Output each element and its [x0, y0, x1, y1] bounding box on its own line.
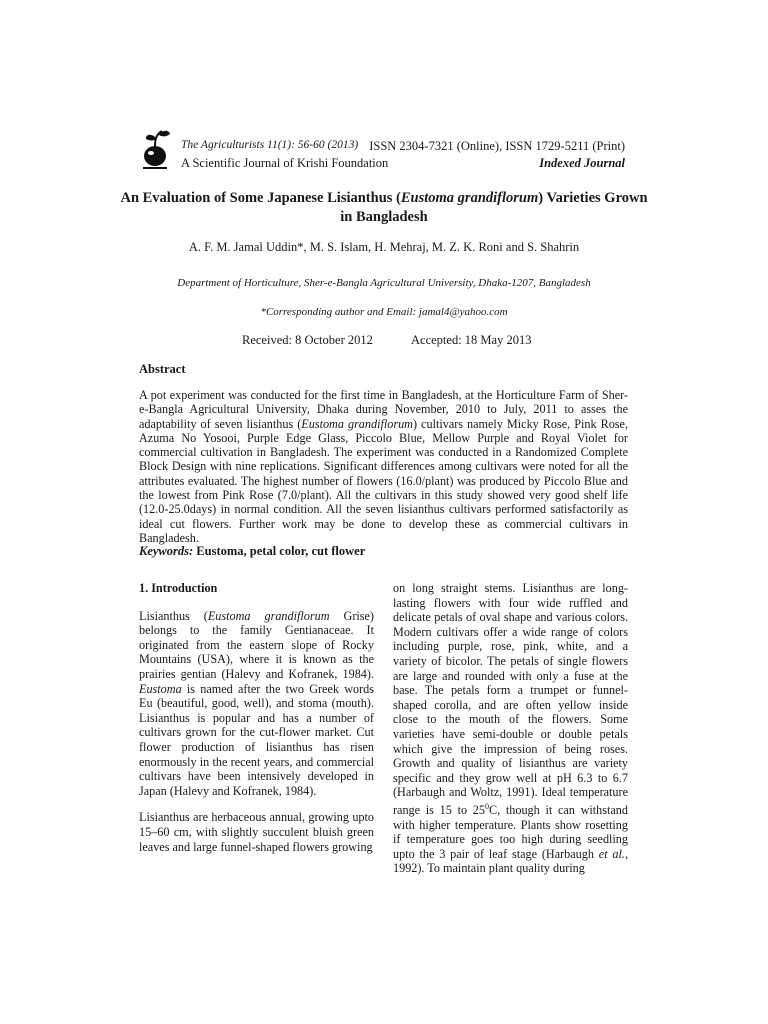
corresponding-author: *Corresponding author and Email: jamal4@yahoo.com	[260, 306, 508, 318]
title-species-name: Eustoma grandiflorum	[400, 190, 539, 206]
intro-species-name: Eustoma grandiflorum	[207, 608, 330, 623]
accepted-date: Accepted: 18 May 2013	[411, 333, 532, 347]
author-list: A. F. M. Jamal Uddin*, M. S. Islam, H. Mehraj, M. Z. K. Roni and S. Shahrin	[188, 240, 580, 254]
intro-paragraph-1	[139, 609, 374, 799]
abstract-species-name: Eustoma grandiflorum	[301, 416, 413, 431]
abstract-body	[139, 388, 628, 545]
intro-text: on long straight stems. Lisianthus are long-lasting flowers with four wide ruffled and delicate petals of oval shape and various colors. Modern cultivars offer a wide range of colors including purple, rose, pink, white, and a variety of bicolor. The petals of single flowers are large and rounded with only a fuse at the base. The petals form a trumpet or funnel-shaped corolla, and are often yellow inside close to the mouth of the flowers. Some varieties have semi-double or double petals which give the impression of being roses. Growth and quality of lisianthus are variety specific and they grow well at pH 6.3 to 6.7 (Harbaugh and Woltz, 1991). Ideal temperature range is 15 to 25	[393, 581, 628, 817]
keywords-label: Keywords:	[139, 544, 194, 558]
indexed-journal-label: Indexed Journal	[539, 156, 625, 170]
affiliation: Department of Horticulture, Sher-e-Bangla Agricultural University, Dhaka-1207, Bangladesh	[177, 277, 591, 289]
journal-citation: The Agriculturists 11(1): 56-60 (2013)	[181, 139, 359, 151]
received-date: Received: 8 October 2012	[242, 333, 373, 347]
article-title	[120, 189, 648, 227]
keywords-text: Eustoma, petal color, cut flower	[193, 544, 366, 558]
introduction-heading: 1. Introduction	[139, 581, 218, 595]
degree-superscript: 0	[484, 801, 489, 811]
intro-genus-name: Eustoma	[139, 681, 182, 696]
intro-text: , 1992). To maintain plant quality during	[393, 846, 628, 876]
title-text-end: ) Varieties Grown in Bangladesh	[340, 190, 648, 225]
abstract-heading: Abstract	[139, 362, 186, 376]
intro-text: Lisianthus (	[139, 608, 208, 623]
intro-text: C, though it can withstand with higher temperature. Plants show rosetting if temperature goes too high during seedling upto the 3 pair of leaf stage (Harbaugh	[393, 802, 628, 861]
abstract-text: A pot experiment was conducted for the first time in Bangladesh, at the Horticulture Farm of Sher-e-Bangla Agricultural University, Dhaka during November, 2010 to July, 2011 to asses the adaptability of seven lisianthus (	[139, 388, 628, 431]
et-al: et al.	[598, 846, 625, 861]
title-text: An Evaluation of Some Japanese Lisianthus (	[120, 190, 401, 206]
issn-numbers: ISSN 2304-7321 (Online), ISSN 1729-5211 (Print)	[369, 139, 625, 153]
abstract-text-end: ) cultivars namely Micky Rose, Pink Rose, Azuma No Yosooi, Purple Edge Glass, Piccolo Blue, Mellow Purple and Royal Violet for commercial cultivation in Bangladesh. The experiment was conducted in a Randomized Complete Block Design with nine replications. Significant differences among cultivars were noted for all the attributes evaluated. The highest number of flowers (16.0/plant) was produced by Piccolo Blue and the lowest from Pink Rose (7.0/plant). All the cultivars in this study showed very good shelf life (12.0-25.0days) in normal condition. All the seven lisianthus cultivars performed satisfactorily as ideal cut flowers. Further work may be done to develop these as commercial cultivars in Bangladesh.	[139, 416, 628, 545]
keywords-line	[139, 544, 365, 559]
intro-paragraph-2: Lisianthus are herbaceous annual, growing upto 15–60 cm, with slightly succulent bluish green leaves and large funnel-shaped flowers growing	[139, 810, 374, 854]
right-column	[393, 581, 628, 888]
publisher-header-line	[181, 156, 625, 171]
intro-text: Grise) belongs to the family Gentianaceae. It originated from the eastern slope of Rocky Mountains (USA), where it is known as the prairies gentian (Halevy and Kofranek, 1984).	[139, 608, 374, 681]
journal-header-line	[181, 139, 625, 151]
intro-paragraph-3	[393, 581, 628, 876]
krishi-foundation-logo-icon	[140, 126, 174, 170]
intro-text: is named after the two Greek words Eu (beautiful, good, well), and stoma (mouth). Lisianthus is popular and has a number of cultivars grown for the cut-flower market. Cut flower production of lisianthus has risen enormously in the recent years, and commercial cultivars have been intensively developed in Japan (Halevy and Kofranek, 1984).	[139, 681, 374, 798]
left-column	[139, 581, 374, 866]
publisher-line: A Scientific Journal of Krishi Foundation	[181, 156, 389, 170]
